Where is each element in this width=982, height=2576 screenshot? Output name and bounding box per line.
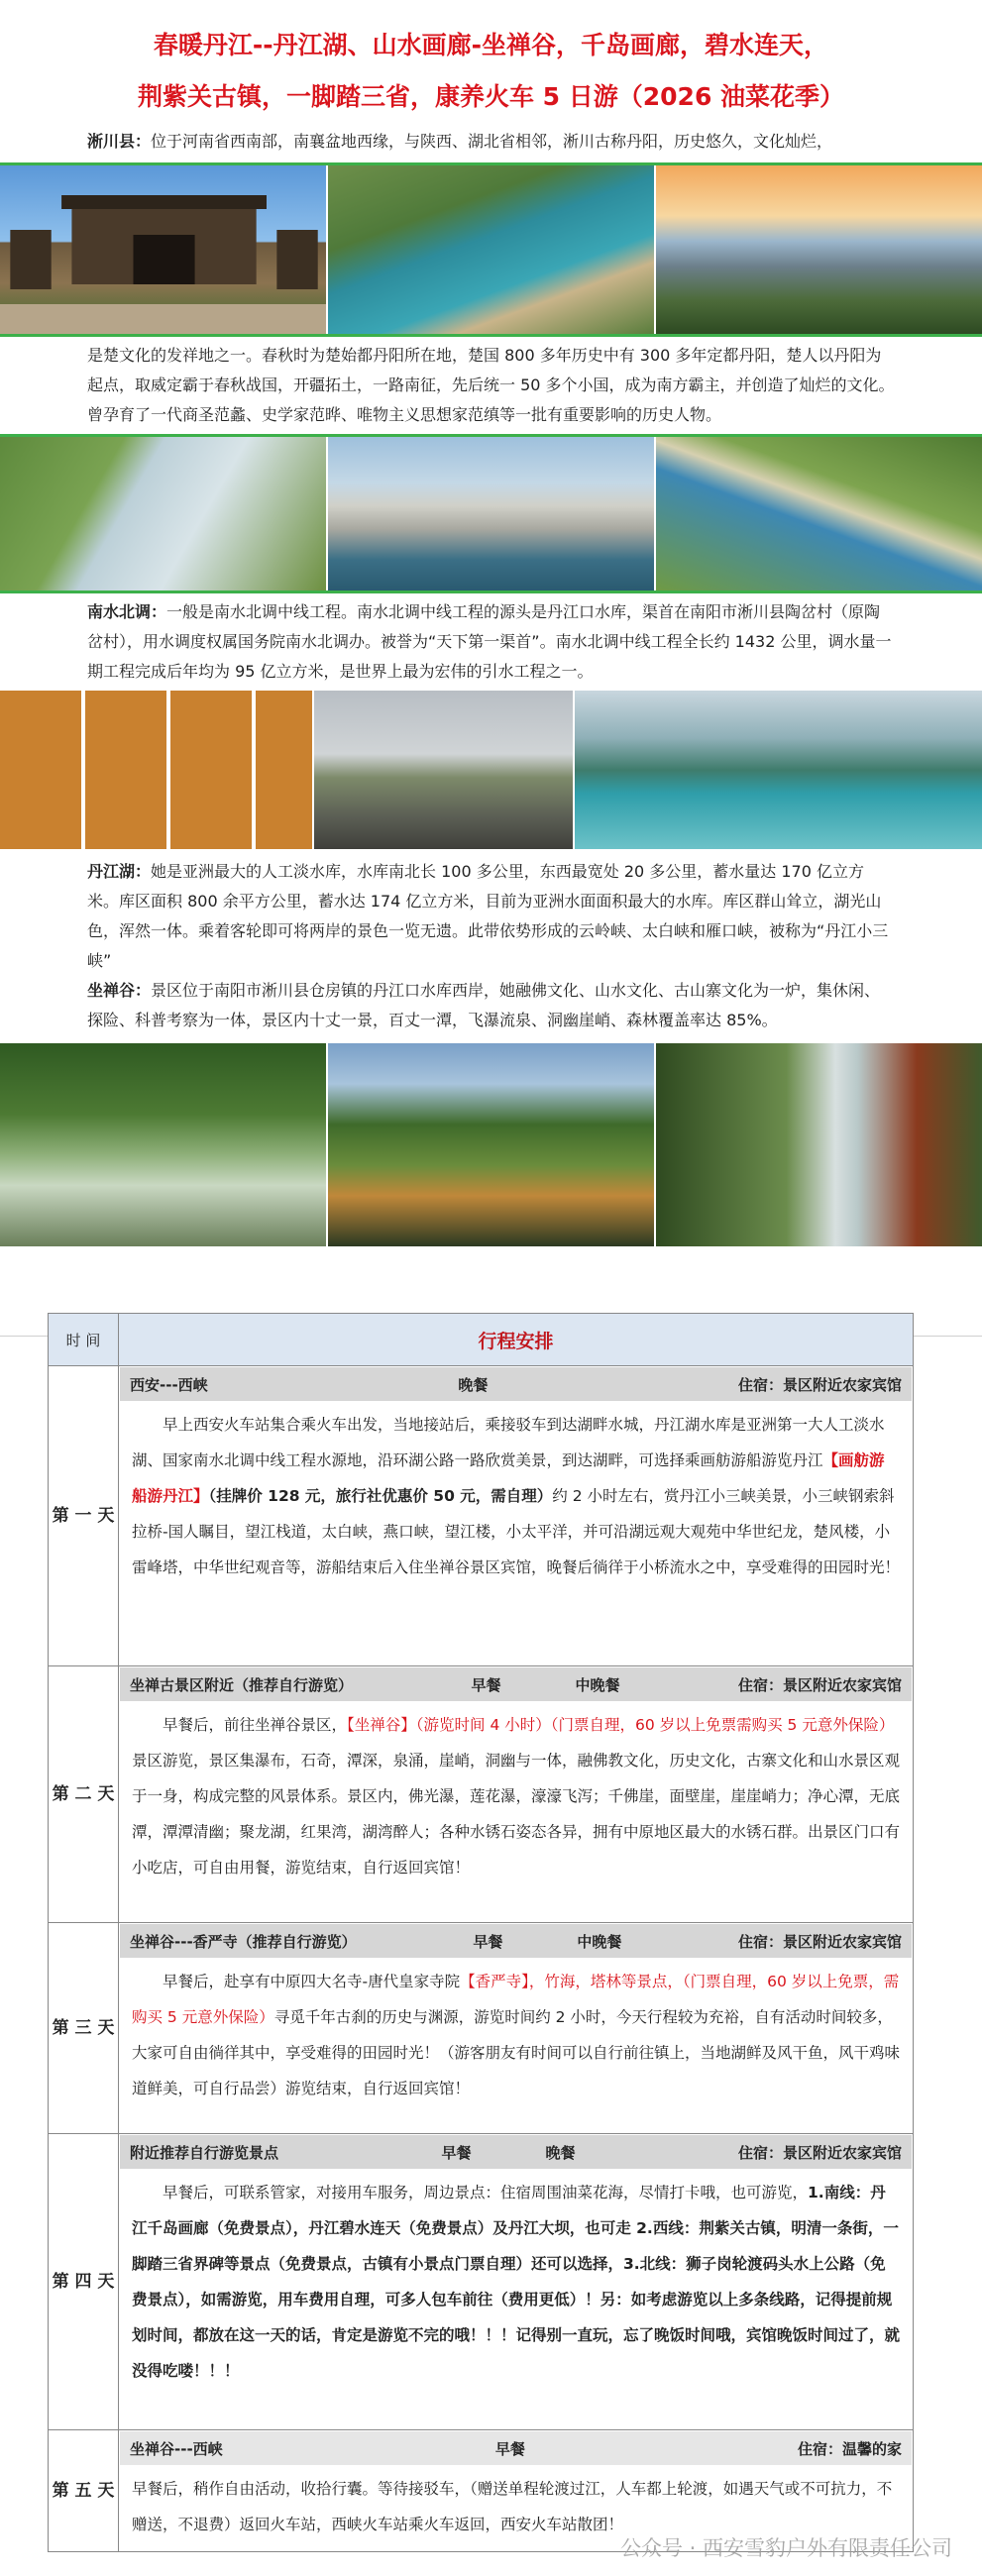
day-header xyxy=(120,1924,912,1958)
table-row xyxy=(49,1666,914,1923)
itinerary-table xyxy=(48,1313,914,2552)
day-content xyxy=(119,1366,914,1666)
day-stay: 住宿：景区附近农家宾馆 xyxy=(737,1375,902,1394)
day-meals: 早餐 xyxy=(494,2439,525,2458)
djh-label: 丹江湖： xyxy=(87,862,152,881)
photo-dam-gate xyxy=(328,437,656,590)
photo-canal xyxy=(0,437,328,590)
culture-text: 是楚文化的发祥地之一。春秋时为楚始都丹阳所在地，楚国 800 多年历史中有 300 多年定都丹阳，楚人以丹阳为起点，取威定霸于春秋战国，开疆拓土，一路南征，先后统一 50 多个小国，成为南方霸主，并创造了灿烂的文化。曾孕育了一代商圣范蠡、史学家范晔、唯物主义思想家范缜等一批有重要影响的历史人物。 xyxy=(87,346,895,424)
photo-temple xyxy=(314,691,574,849)
day-stay: 住宿：景区附近农家宾馆 xyxy=(737,1675,902,1694)
table-row xyxy=(49,2134,914,2430)
day-label: 第 五 天 xyxy=(49,2430,119,2552)
photo-row-4 xyxy=(0,1043,982,1246)
header-plan: 行程安排 xyxy=(119,1314,914,1366)
day-body-highlight: 【香严寺】，竹海，塔林等景点，（门票自理，60 岁以上免票，需购买 5 元意外保险） xyxy=(132,1973,900,2026)
photo-channel-aerial xyxy=(656,437,982,590)
day-meals: 早餐 中晚餐 xyxy=(471,1675,620,1694)
day-meals: 晚餐 xyxy=(458,1375,489,1394)
djh-text: 她是亚洲最大的人工淡水库，水库南北长 100 多公里，东西最宽处 20 多公里，蓄水量达 170 亿立方米。库区面积 800 余平方公里，蓄水达 174 亿立方米，目前为亚洲水面面积最大的水库。库区群山耸立，湖光山色，浑然一体。乘着客轮即可将两岸的景色一览无遗。此带依势形成的云岭峡、太白峡和雁口峡，被称为“丹江小三峡” xyxy=(87,862,889,970)
day-body xyxy=(120,2169,912,2395)
day-body-highlight: 【画舫游船游丹江】 xyxy=(132,1451,885,1505)
xichuan-label: 淅川县： xyxy=(87,132,152,151)
day-body-text: 早餐后，可联系管家，对接用车服务，周边景点：住宿周围油菜花海，尽情打卡哦，也可游览， xyxy=(163,2184,809,2201)
day-meals: 早餐 晚餐 xyxy=(441,2143,576,2162)
photo-row-1 xyxy=(0,165,982,334)
day-label: 第 二 天 xyxy=(49,1666,119,1923)
table-row xyxy=(49,1366,914,1666)
day-body-text: 景区游览，景区集瀑布，石奇，潭深，泉涌，崖峭，洞幽与一体，融佛教文化，历史文化，古寨文化和山水景区观于一身，构成完整的风景体系。景区内，佛光瀑，莲花瀑，濠濠飞泻；千佛崖，面壁崖，崖崖峭力；净心潭，无底潭，潭潭清幽；聚龙湖，红果湾，湖湾醉人；各种水锈石姿态各异，拥有中原地区最大的水锈石群。出景区门口有小吃店，可自由用餐，游览结束，自行返回宾馆！ xyxy=(132,1752,901,1877)
day-route: 附近推荐自行游览景点 xyxy=(130,2143,279,2162)
title-line-1: 春暖丹江--丹江湖、山水画廊-坐禅谷，千岛画廊，碧水连天， xyxy=(153,31,829,59)
photo-row-2 xyxy=(0,437,982,590)
day-body-text: 约 2 小时左右，赏丹江小三峡美景，小三峡钢索斜拉桥-国人瞩目，望江栈道，太白峡，燕口峡，望江楼，小太平洋，并可沿湖远观大观苑中华世纪龙，楚风楼，小雷峰塔，中华世纪观音等，游船结束后入住坐禅谷景区宾馆，晚餐后徜徉于小桥流水之中，享受难得的田园时光！ xyxy=(132,1487,901,1576)
day-body-text: 早餐后，赴享有中原四大名寺-唐代皇家寺院 xyxy=(163,1973,461,1990)
day-body-text: 早餐后，前往坐禅谷景区， xyxy=(163,1716,348,1734)
table-row xyxy=(49,1923,914,2134)
photo-boardwalk xyxy=(0,1043,328,1246)
zcg-text: 景区位于南阳市淅川县仓房镇的丹江口水库西岸，她融佛文化、山水文化、古山寨文化为一炉，集休闲、探险、科普考察为一体，景区内十丈一景，百丈一潭，飞瀑流泉、洞幽崖峭、森林覆盖率达 85%。 xyxy=(87,981,881,1029)
day-route: 西安---西峡 xyxy=(130,1375,208,1394)
nsbd-text: 一般是南水北调中线工程。南水北调中线工程的源头是丹江口水库，渠首在南阳市淅川县陶岔村（原陶岔村），用水调度权属国务院南水北调办。被誉为“天下第一渠首”。南水北调中线工程全长约 1432 公里，调水量一期工程完成后年均为 95 亿立方米，是世界上最为宏伟的引水工程之一。 xyxy=(87,602,892,681)
zcg-label: 坐禅谷： xyxy=(87,981,152,1000)
day-body xyxy=(120,1401,912,1591)
day-body xyxy=(120,1958,912,2112)
photo-gorge xyxy=(328,1043,656,1246)
zcg-intro xyxy=(0,976,982,1035)
day-header xyxy=(120,1667,912,1701)
day-body-bold: （挂牌价 128 元，旅行社优惠价 50 元，需自理） xyxy=(208,1487,553,1505)
djh-intro xyxy=(0,849,982,976)
page-title xyxy=(0,0,982,123)
nsbd-intro xyxy=(0,593,982,687)
day-route: 坐禅谷---西峡 xyxy=(130,2439,223,2458)
day-label: 第 四 天 xyxy=(49,2134,119,2430)
photo-food-collage xyxy=(0,691,314,849)
day-content xyxy=(119,1666,914,1923)
day-body xyxy=(120,1701,912,1891)
day-label: 第 一 天 xyxy=(49,1366,119,1666)
xichuan-text: 位于河南省西南部，南襄盆地西缘，与陕西、湖北省相邻，淅川古称丹阳，历史悠久，文化灿烂， xyxy=(151,132,833,151)
day-stay: 住宿：景区附近农家宾馆 xyxy=(737,2143,902,2162)
day-body-note: 另：如考虑游览以上多条线路，记得提前规划时间，都放在这一天的话，肯定是游览不完的哦！！！记得别一直玩，忘了晚饭时间哦，宾馆晚饭时间过了，就没得吃喽！！！ xyxy=(132,2291,901,2380)
day-label: 第 三 天 xyxy=(49,1923,119,2134)
photo-row-3 xyxy=(0,691,982,849)
day-route: 坐禅古景区附近（推荐自行游览） xyxy=(130,1675,354,1694)
header-time: 时 间 xyxy=(49,1314,119,1366)
day-meals: 早餐 中晚餐 xyxy=(473,1932,622,1951)
day-content xyxy=(119,2134,914,2430)
day-body-highlight: 【坐禅谷】（游览时间 4 小时）（门票自理，60 岁以上免票需购买 5 元意外保险） xyxy=(347,1716,895,1734)
day-stay: 住宿：景区附近农家宾馆 xyxy=(737,1932,902,1951)
table-header-row xyxy=(49,1314,914,1366)
title-line-2: 荆紫关古镇，一脚踏三省，康养火车 5 日游（2026 油菜花季） xyxy=(137,82,845,111)
day-header xyxy=(120,2431,912,2465)
day-body-text: 早上西安火车站集合乘火车出发，当地接站后，乘接驳车到达湖畔水城，丹江湖水库是亚洲第一大人工淡水湖、国家南水北调中线工程水源地，沿环湖公路一路欣赏美景，到达湖畔，可选择乘画舫游船游览丹江 xyxy=(132,1416,885,1469)
nsbd-label: 南水北调： xyxy=(87,602,167,621)
day-content xyxy=(119,1923,914,2134)
day-body-bold: 1.南线：丹江千岛画廊（免费景点），丹江碧水连天（免费景点）及丹江大坝，也可走 2.西线：荆紫关古镇，明清一条街，一脚踏三省界碑等景点（免费景点，古镇有小景点门票自理）还可以选择，3.北线：狮子岗轮渡码头水上公路（免费景点），如需游览，用车费用自理，可多人包车前往（费用更低）！ xyxy=(132,2184,899,2308)
day-route: 坐禅谷---香严寺（推荐自行游览） xyxy=(130,1932,357,1951)
xichuan-intro xyxy=(0,123,982,157)
day-header xyxy=(120,2135,912,2169)
day-stay: 住宿：温馨的家 xyxy=(797,2439,902,2458)
watermark: 公众号 · 西安雪豹户外有限责任公司 xyxy=(619,2536,952,2560)
photo-lake-aerial xyxy=(328,165,656,334)
photo-town-sunset xyxy=(656,165,982,334)
day-body-text: 寻觅千年古刹的历史与渊源，游览时间约 2 小时，今天行程较为充裕，自有活动时间较多，大家可自由徜徉其中，享受难得的田园时光！（游客朋友有时间可以自行前往镇上，当地湖鲜及风干鱼，风干鸡味道鲜美，可自行品尝）游览结束，自行返回宾馆！ xyxy=(132,2008,901,2097)
photo-misty-lake xyxy=(575,691,982,849)
photo-waterfall xyxy=(656,1043,982,1246)
photo-gate xyxy=(0,165,328,334)
day-header xyxy=(120,1367,912,1401)
day-body-text: 早餐后，稍作自由活动，收拾行囊。等待接驳车，（赠送单程轮渡过江，人车都上轮渡，如遇天气或不可抗力，不赠送，不退费）返回火车站，西峡火车站乘火车返回，西安火车站散团！ xyxy=(132,2480,893,2533)
